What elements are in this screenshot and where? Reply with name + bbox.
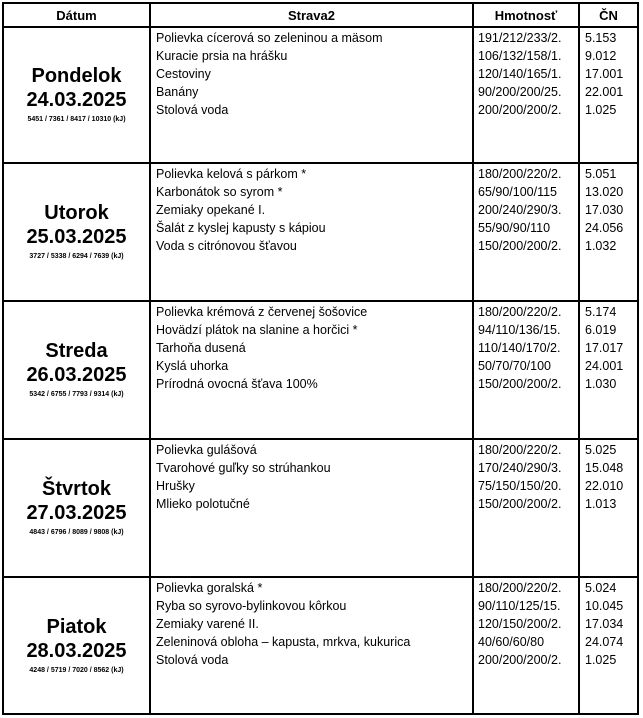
dish-name: Prírodná ovocná šťava 100% — [156, 377, 318, 391]
dish-weight: 120/150/200/2. — [478, 617, 562, 631]
dish-list — [156, 441, 470, 513]
dish-name: Zemiaky opekané I. — [156, 203, 266, 217]
dish-name: Cestoviny — [156, 67, 211, 81]
cn-list — [585, 303, 637, 393]
dish-weight: 94/110/136/15. — [478, 323, 561, 337]
day-name: Streda — [45, 340, 108, 362]
day-date: 26.03.2025 — [26, 364, 127, 386]
dish-name: Tarhoňa dusená — [156, 341, 246, 355]
dish-name: Polievka kelová s párkom * — [156, 167, 307, 181]
dish-cn: 17.001 — [585, 67, 624, 81]
day-cell — [4, 28, 149, 162]
dish-cn: 5.024 — [585, 581, 617, 595]
dish-cn: 5.051 — [585, 167, 617, 181]
day-cell — [4, 164, 149, 300]
dish-cn: 17.034 — [585, 617, 624, 631]
day-cell — [4, 440, 149, 576]
col-separator-3 — [578, 2, 580, 715]
header-datum: Dátum — [56, 8, 97, 23]
weight-list — [478, 303, 576, 393]
day-name: Štvrtok — [42, 478, 111, 500]
dish-weight: 180/200/220/2. — [478, 581, 562, 595]
day-date: 24.03.2025 — [26, 89, 127, 111]
dish-name: Tvarohové guľky so strúhankou — [156, 461, 331, 475]
dish-weight: 170/240/290/3. — [478, 461, 562, 475]
dish-weight: 200/200/200/2. — [478, 103, 562, 117]
day-name: Pondelok — [31, 65, 122, 87]
dish-name: Kyslá uhorka — [156, 359, 229, 373]
cn-list — [585, 441, 637, 513]
dish-cn: 15.048 — [585, 461, 624, 475]
day-date: 28.03.2025 — [26, 639, 127, 662]
dish-cn: 1.032 — [585, 239, 617, 253]
dish-cn: 13.020 — [585, 185, 624, 199]
day-name: Utorok — [44, 202, 109, 224]
weight-list — [478, 441, 576, 513]
dish-cn: 1.030 — [585, 377, 617, 391]
header-strava: Strava2 — [288, 8, 335, 23]
day-date: 27.03.2025 — [26, 502, 127, 524]
dish-list — [156, 165, 470, 255]
dish-name: Polievka krémová z červenej šošovice — [156, 305, 368, 319]
dish-cn: 24.056 — [585, 221, 624, 235]
dish-weight: 75/150/150/20. — [478, 479, 562, 493]
dish-cn: 6.019 — [585, 323, 617, 337]
dish-name: Banány — [156, 85, 199, 99]
day-date: 25.03.2025 — [26, 226, 127, 248]
dish-cn: 5.153 — [585, 31, 617, 45]
dish-weight: 65/90/100/115 — [478, 185, 558, 199]
dish-name: Stolová voda — [156, 103, 229, 117]
dish-cn: 1.025 — [585, 653, 617, 667]
day-energy: 5451 / 7361 / 8417 / 10310 (kJ) — [27, 116, 126, 123]
day-name: Piatok — [46, 615, 107, 638]
dish-weight: 200/200/200/2. — [478, 653, 562, 667]
dish-weight: 50/70/70/100 — [478, 359, 551, 373]
dish-weight: 110/140/170/2. — [478, 341, 561, 355]
dish-cn: 10.045 — [585, 599, 624, 613]
dish-name: Mlieko polotučné — [156, 497, 250, 511]
day-energy: 5342 / 6755 / 7793 / 9314 (kJ) — [29, 391, 124, 398]
day-energy: 4248 / 5719 / 7020 / 8562 (kJ) — [29, 666, 124, 674]
cn-list — [585, 579, 637, 669]
col-separator-2 — [472, 2, 474, 715]
dish-name: Stolová voda — [156, 653, 229, 667]
dish-cn: 22.010 — [585, 479, 624, 493]
dish-name: Polievka cícerová so zeleninou a mäsom — [156, 31, 383, 45]
dish-weight: 150/200/200/2. — [478, 377, 562, 391]
weight-list — [478, 579, 576, 669]
dish-weight: 90/110/125/15. — [478, 599, 561, 613]
dish-cn: 17.030 — [585, 203, 624, 217]
day-energy: 4843 / 6796 / 8089 / 9808 (kJ) — [29, 529, 124, 536]
day-cell — [4, 302, 149, 438]
col-separator-1 — [149, 2, 151, 715]
dish-list — [156, 29, 470, 119]
dish-weight: 150/200/200/2. — [478, 239, 562, 253]
day-cell — [4, 578, 149, 713]
dish-name: Šalát z kyslej kapusty s kápiou — [156, 221, 326, 235]
dish-cn: 17.017 — [585, 341, 624, 355]
dish-cn: 5.174 — [585, 305, 617, 319]
dish-cn: 24.001 — [585, 359, 624, 373]
cn-list — [585, 29, 637, 119]
dish-weight: 191/212/233/2. — [478, 31, 562, 45]
dish-cn: 5.025 — [585, 443, 617, 457]
dish-weight: 150/200/200/2. — [478, 497, 562, 511]
dish-weight: 120/140/165/1. — [478, 67, 562, 81]
dish-name: Zemiaky varené II. — [156, 617, 259, 631]
dish-cn: 1.025 — [585, 103, 617, 117]
day-energy: 3727 / 5338 / 6294 / 7639 (kJ) — [29, 253, 124, 260]
dish-name: Hrušky — [156, 479, 195, 493]
dish-name: Voda s citrónovou šťavou — [156, 239, 297, 253]
dish-weight: 200/240/290/3. — [478, 203, 562, 217]
dish-name: Zeleninová obloha – kapusta, mrkva, kukurica — [156, 635, 411, 649]
dish-cn: 22.001 — [585, 85, 624, 99]
border-right — [637, 2, 639, 715]
dish-name: Karbonátok so syrom * — [156, 185, 283, 199]
dish-list — [156, 579, 470, 669]
dish-list — [156, 303, 470, 393]
dish-name: Ryba so syrovo-bylinkovou kôrkou — [156, 599, 347, 613]
dish-name: Polievka gulášová — [156, 443, 257, 457]
menu-table — [2, 2, 639, 715]
dish-weight: 90/200/200/25. — [478, 85, 562, 99]
weight-list — [478, 29, 576, 119]
dish-weight: 180/200/220/2. — [478, 305, 562, 319]
dish-weight: 180/200/220/2. — [478, 167, 562, 181]
dish-weight: 180/200/220/2. — [478, 443, 562, 457]
dish-weight: 40/60/60/80 — [478, 635, 545, 649]
dish-weight: 55/90/90/110 — [478, 221, 551, 235]
dish-cn: 1.013 — [585, 497, 617, 511]
cn-list — [585, 165, 637, 255]
dish-cn: 24.074 — [585, 635, 624, 649]
weight-list — [478, 165, 576, 255]
dish-name: Kuracie prsia na hrášku — [156, 49, 288, 63]
header-cn: ČN — [599, 8, 618, 23]
dish-cn: 9.012 — [585, 49, 617, 63]
border-bottom — [2, 713, 639, 715]
dish-weight: 106/132/158/1. — [478, 49, 562, 63]
header-hmotnost: Hmotnosť — [494, 8, 558, 23]
dish-name: Hovädzí plátok na slanine a horčici * — [156, 323, 358, 337]
dish-name: Polievka goralská * — [156, 581, 263, 595]
